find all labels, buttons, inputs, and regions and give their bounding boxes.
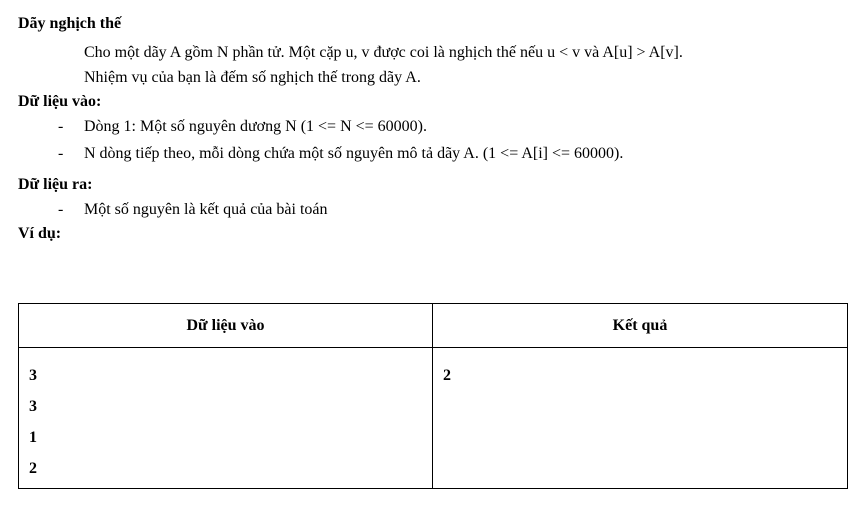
- input-line: 1: [29, 429, 37, 446]
- description-line-1: Cho một dãy A gồm N phần tử. Một cặp u, v được coi là nghịch thế nếu u < v và A[u] > A[v].: [84, 44, 683, 61]
- output-section: [18, 174, 848, 223]
- problem-title: Dãy nghịch thế: [18, 15, 122, 32]
- input-list: [18, 113, 848, 167]
- input-item-text: Dòng 1: Một số nguyên dương N (1 <= N <= 60000).: [84, 118, 427, 135]
- problem-description: [84, 40, 848, 90]
- header-result: Kết quả: [612, 316, 668, 334]
- bullet-marker: -: [58, 118, 64, 135]
- table-row: [19, 348, 847, 488]
- example-table: [18, 303, 848, 489]
- list-item: [18, 113, 848, 140]
- bullet-marker: -: [58, 201, 64, 218]
- input-line: 3: [29, 367, 37, 384]
- description-line-2: Nhiệm vụ của bạn là đếm số nghịch thế trong dãy A.: [84, 69, 421, 86]
- input-item-text: N dòng tiếp theo, mỗi dòng chứa một số nguyên mô tả dãy A. (1 <= A[i] <= 60000).: [84, 145, 624, 162]
- result-line: 2: [443, 367, 451, 384]
- input-heading: Dữ liệu vào:: [18, 93, 102, 110]
- table-header-row: [19, 304, 847, 348]
- bullet-marker: -: [58, 145, 64, 162]
- problem-statement: [18, 14, 848, 245]
- output-item-text: Một số nguyên là kết quả của bài toán: [84, 201, 328, 218]
- input-cell: [19, 348, 433, 488]
- example-heading: Ví dụ:: [18, 225, 62, 242]
- output-heading: Dữ liệu ra:: [18, 176, 93, 193]
- result-cell: [433, 348, 847, 488]
- list-item: [18, 140, 848, 167]
- input-section: [18, 91, 848, 167]
- example-section: [18, 223, 848, 245]
- list-item: [18, 196, 848, 223]
- header-input: Dữ liệu vào: [19, 304, 433, 347]
- output-list: [18, 196, 848, 223]
- input-line: 3: [29, 398, 37, 415]
- input-line: 2: [29, 460, 37, 477]
